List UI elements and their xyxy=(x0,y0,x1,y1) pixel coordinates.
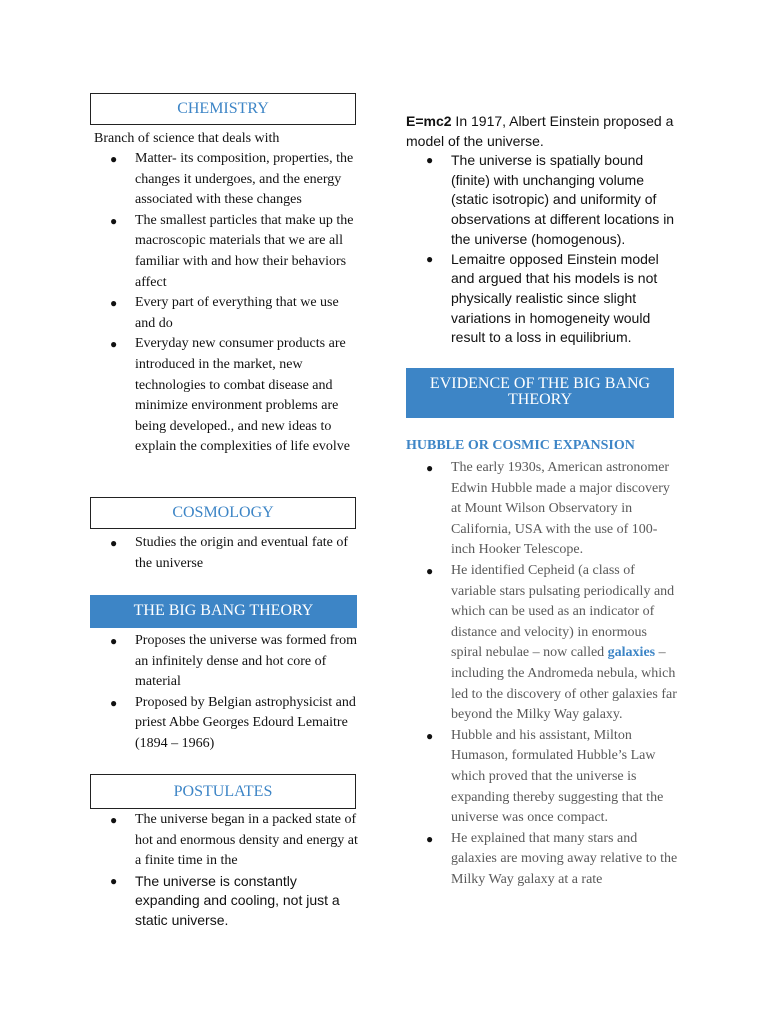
cosmology-heading: COSMOLOGY xyxy=(90,497,356,529)
bullet-icon: ● xyxy=(110,213,118,228)
list-item: ● Proposed by Belgian astrophysicist and priest Abbe Georges Edourd Lemaitre (1894 – 1966) xyxy=(110,694,356,751)
list-item: ● Matter- its composition, properties, the changes it undergoes, and the energy associated with these changes xyxy=(110,151,354,208)
evidence-heading: EVIDENCE OF THE BIG BANG THEORY xyxy=(406,368,674,418)
chemistry-list xyxy=(90,149,362,458)
bullet-icon: ● xyxy=(110,536,118,550)
postulates-list xyxy=(90,810,362,931)
hubble-list xyxy=(406,458,680,890)
list-item: ● The smallest particles that make up the macroscopic materials that we are all familiar with and how their behaviors affect xyxy=(110,212,354,290)
list-item: ● Everyday new consumer products are introduced in the market, new technologies to combat disease and minimize environment problems are being developed., and new ideas to explain the complexities of life evolve xyxy=(110,336,350,455)
bullet-icon: ● xyxy=(110,813,118,827)
hubble-subheading: HUBBLE OR COSMIC EXPANSION xyxy=(406,438,635,453)
galaxies-link[interactable]: galaxies xyxy=(607,645,656,661)
big-bang-heading: THE BIG BANG THEORY xyxy=(90,595,357,628)
bullet-icon: ● xyxy=(110,634,118,648)
bullet-icon: ● xyxy=(426,461,434,475)
list-item: ● The universe is spatially bound (finite) with unchanging volume (static isotropic) and uniformity of observations at different locations in the universe (homogenous). xyxy=(426,152,675,247)
big-bang-list xyxy=(90,631,362,755)
list-item: ● The universe is constantly expanding and cooling, not just a static universe. xyxy=(110,872,340,929)
bullet-icon: ● xyxy=(426,563,434,578)
bullet-icon: ● xyxy=(110,152,118,166)
chemistry-intro: Branch of science that deals with xyxy=(94,131,280,146)
bullet-icon: ● xyxy=(426,728,434,743)
list-item: ● Lemaitre opposed Einstein model and argued that his models is not physically realistic since slight variations in homogeneity would result to a loss in equilibrium. xyxy=(426,250,659,346)
bullet-icon: ● xyxy=(426,831,434,846)
einstein-paragraph xyxy=(406,112,680,151)
einstein-text: In 1917, Albert Einstein proposed a model of the universe. xyxy=(406,113,674,149)
list-item: ● Proposes the universe was formed from an infinitely dense and hot core of material xyxy=(110,633,358,690)
postulates-heading: POSTULATES xyxy=(90,774,356,809)
cosmology-list xyxy=(90,533,362,574)
list-item: ● Studies the origin and eventual fate of the universe xyxy=(110,535,349,571)
chemistry-heading: CHEMISTRY xyxy=(90,93,356,125)
bullet-icon: ● xyxy=(110,695,118,710)
bullet-icon: ● xyxy=(110,337,118,352)
bullet-icon: ● xyxy=(426,153,434,167)
list-item: ● He identified Cepheid (a class of variable stars pulsating periodically and which can be used as an indicator of distance and velocity) in enormous spiral nebulae – now called galaxies – including the Andromeda nebula, which led to the discovery of other galaxies far beyond the Milky Way galaxy. xyxy=(426,562,677,723)
list-item: ● The early 1930s, American astronomer Edwin Hubble made a major discovery at Mount Wilson Observatory in California, USA with the use of 100-inch Hooker Telescope. xyxy=(426,460,670,558)
bullet-icon: ● xyxy=(426,251,434,266)
einstein-list xyxy=(406,151,680,348)
bullet-icon: ● xyxy=(110,873,118,888)
einstein-formula: E=mc2 xyxy=(406,113,452,129)
bullet-icon: ● xyxy=(110,296,118,311)
list-item: ● Every part of everything that we use and do xyxy=(110,295,339,331)
list-item: ● Hubble and his assistant, Milton Humason, formulated Hubble’s Law which proved that the universe is expanding thereby suggesting that the universe was once compact. xyxy=(426,727,664,826)
list-item: ● The universe began in a packed state of hot and enormous density and energy at a finite time in the xyxy=(110,812,358,869)
list-item: ● He explained that many stars and galaxies are moving away relative to the Milky Way galaxy at a rate xyxy=(426,830,678,887)
